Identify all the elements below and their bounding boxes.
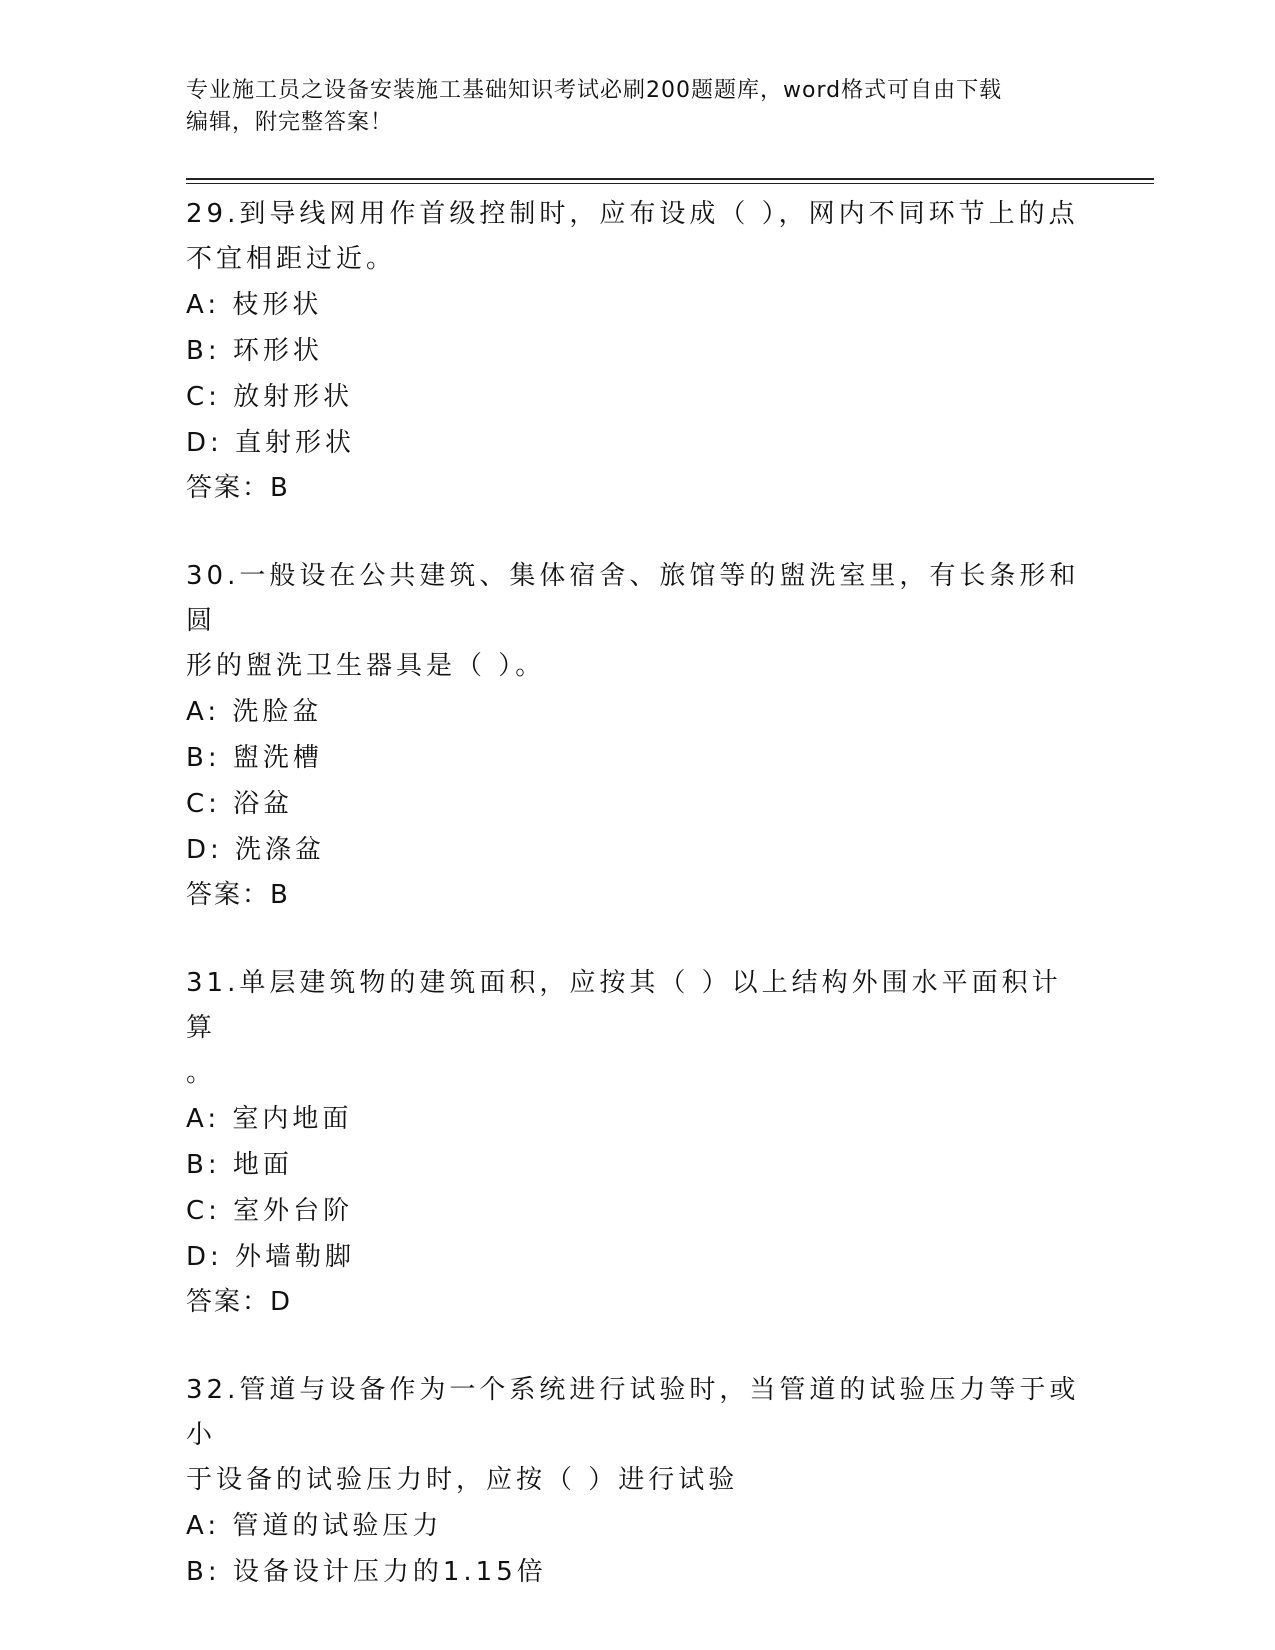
option-d: D: 洗涤盆 <box>186 835 326 865</box>
option-c: C: 室外台阶 <box>186 1196 354 1226</box>
answer: 答案：B <box>186 473 290 503</box>
question-stem-line-2: 形的盥洗卫生器具是（ ）。 <box>186 651 546 681</box>
option-a: A: 室内地面 <box>186 1104 353 1134</box>
question-stem-line-1: 29.到导线网用作首级控制时，应布设成（ ），网内不同环节上的点 <box>186 199 1079 229</box>
option-b: B: 设备设计压力的1.15倍 <box>186 1557 547 1587</box>
option-d: D: 直射形状 <box>186 428 356 458</box>
option-c: C: 放射形状 <box>186 382 354 412</box>
option-a: A: 枝形状 <box>186 290 323 320</box>
question-list <box>186 192 1086 1639</box>
question-stem-line-1: 31.单层建筑物的建筑面积，应按其（ ）以上结构外围水平面积计算 <box>186 968 1062 1043</box>
option-b: B: 环形状 <box>186 336 323 366</box>
question-stem-line-2: 不宜相距过近。 <box>186 244 397 274</box>
option-b: B: 地面 <box>186 1150 293 1180</box>
option-a: A: 洗脸盆 <box>186 697 323 727</box>
question-stem-line-1: 30.一般设在公共建筑、集体宿舍、旅馆等的盥洗室里，有长条形和圆 <box>186 561 1080 636</box>
question-31 <box>186 961 1086 1324</box>
header-title-line-1: 专业施工员之设备安装施工基础知识考试必刷200题题库，word格式可自由下载 <box>186 78 1003 103</box>
option-a: A: 管道的试验压力 <box>186 1511 443 1541</box>
document-header <box>186 75 1086 139</box>
header-divider-thin <box>186 183 1154 184</box>
question-stem-line-1: 32.管道与设备作为一个系统进行试验时，当管道的试验压力等于或小 <box>186 1375 1080 1450</box>
option-d: D: 外墙勒脚 <box>186 1242 356 1272</box>
question-29 <box>186 192 1086 510</box>
header-title-line-2: 编辑，附完整答案！ <box>186 110 394 135</box>
option-c: C: 浴盆 <box>186 789 294 819</box>
question-stem-line-2: 于设备的试验压力时，应按（ ）进行试验 <box>186 1465 739 1495</box>
question-30 <box>186 554 1086 917</box>
header-divider-thick <box>186 178 1154 180</box>
question-32 <box>186 1368 1086 1595</box>
question-stem-line-2: 。 <box>186 1058 217 1088</box>
option-b: B: 盥洗槽 <box>186 743 323 773</box>
answer: 答案：B <box>186 880 290 910</box>
answer: 答案：D <box>186 1287 293 1317</box>
